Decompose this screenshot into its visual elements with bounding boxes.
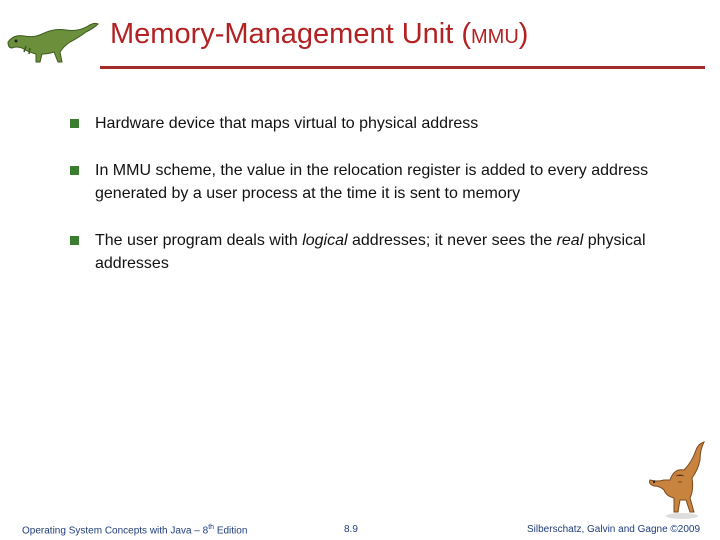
bullet-item [70,159,650,205]
title-divider [100,66,705,69]
footer-page-number: 8.9 [344,524,358,535]
dinosaur-logo-icon [4,12,100,66]
bullet-list [70,112,650,299]
footer-authors: Silberschatz, Galvin and Gagne ©2009 [527,524,701,535]
bullet-text: physical addresses [95,232,646,272]
bullet-text: addresses; it never sees the [347,232,557,249]
square-bullet-icon [70,119,79,128]
square-bullet-icon [70,236,79,245]
bullet-text: Hardware device that maps virtual to physical address [95,115,479,132]
square-bullet-icon [70,166,79,175]
page-title [110,18,710,62]
title-acronym: MMU [471,26,519,48]
footer-book-title: Operating System Concepts with Java – 8th Edition [22,524,248,537]
title-close-paren: ) [518,18,529,50]
dinosaur-mascot-icon [640,440,710,520]
bullet-text: In MMU scheme, the value in the relocation register is added to every address generated by a user process at the time it is sent to memory [95,162,649,202]
title-text: Memory-Management Unit ( [110,18,471,50]
bullet-item [70,112,650,135]
bullet-emphasis: real [556,232,584,249]
bullet-text: The user program deals with [95,232,303,249]
bullet-item [70,229,650,275]
bullet-emphasis: logical [302,232,348,249]
